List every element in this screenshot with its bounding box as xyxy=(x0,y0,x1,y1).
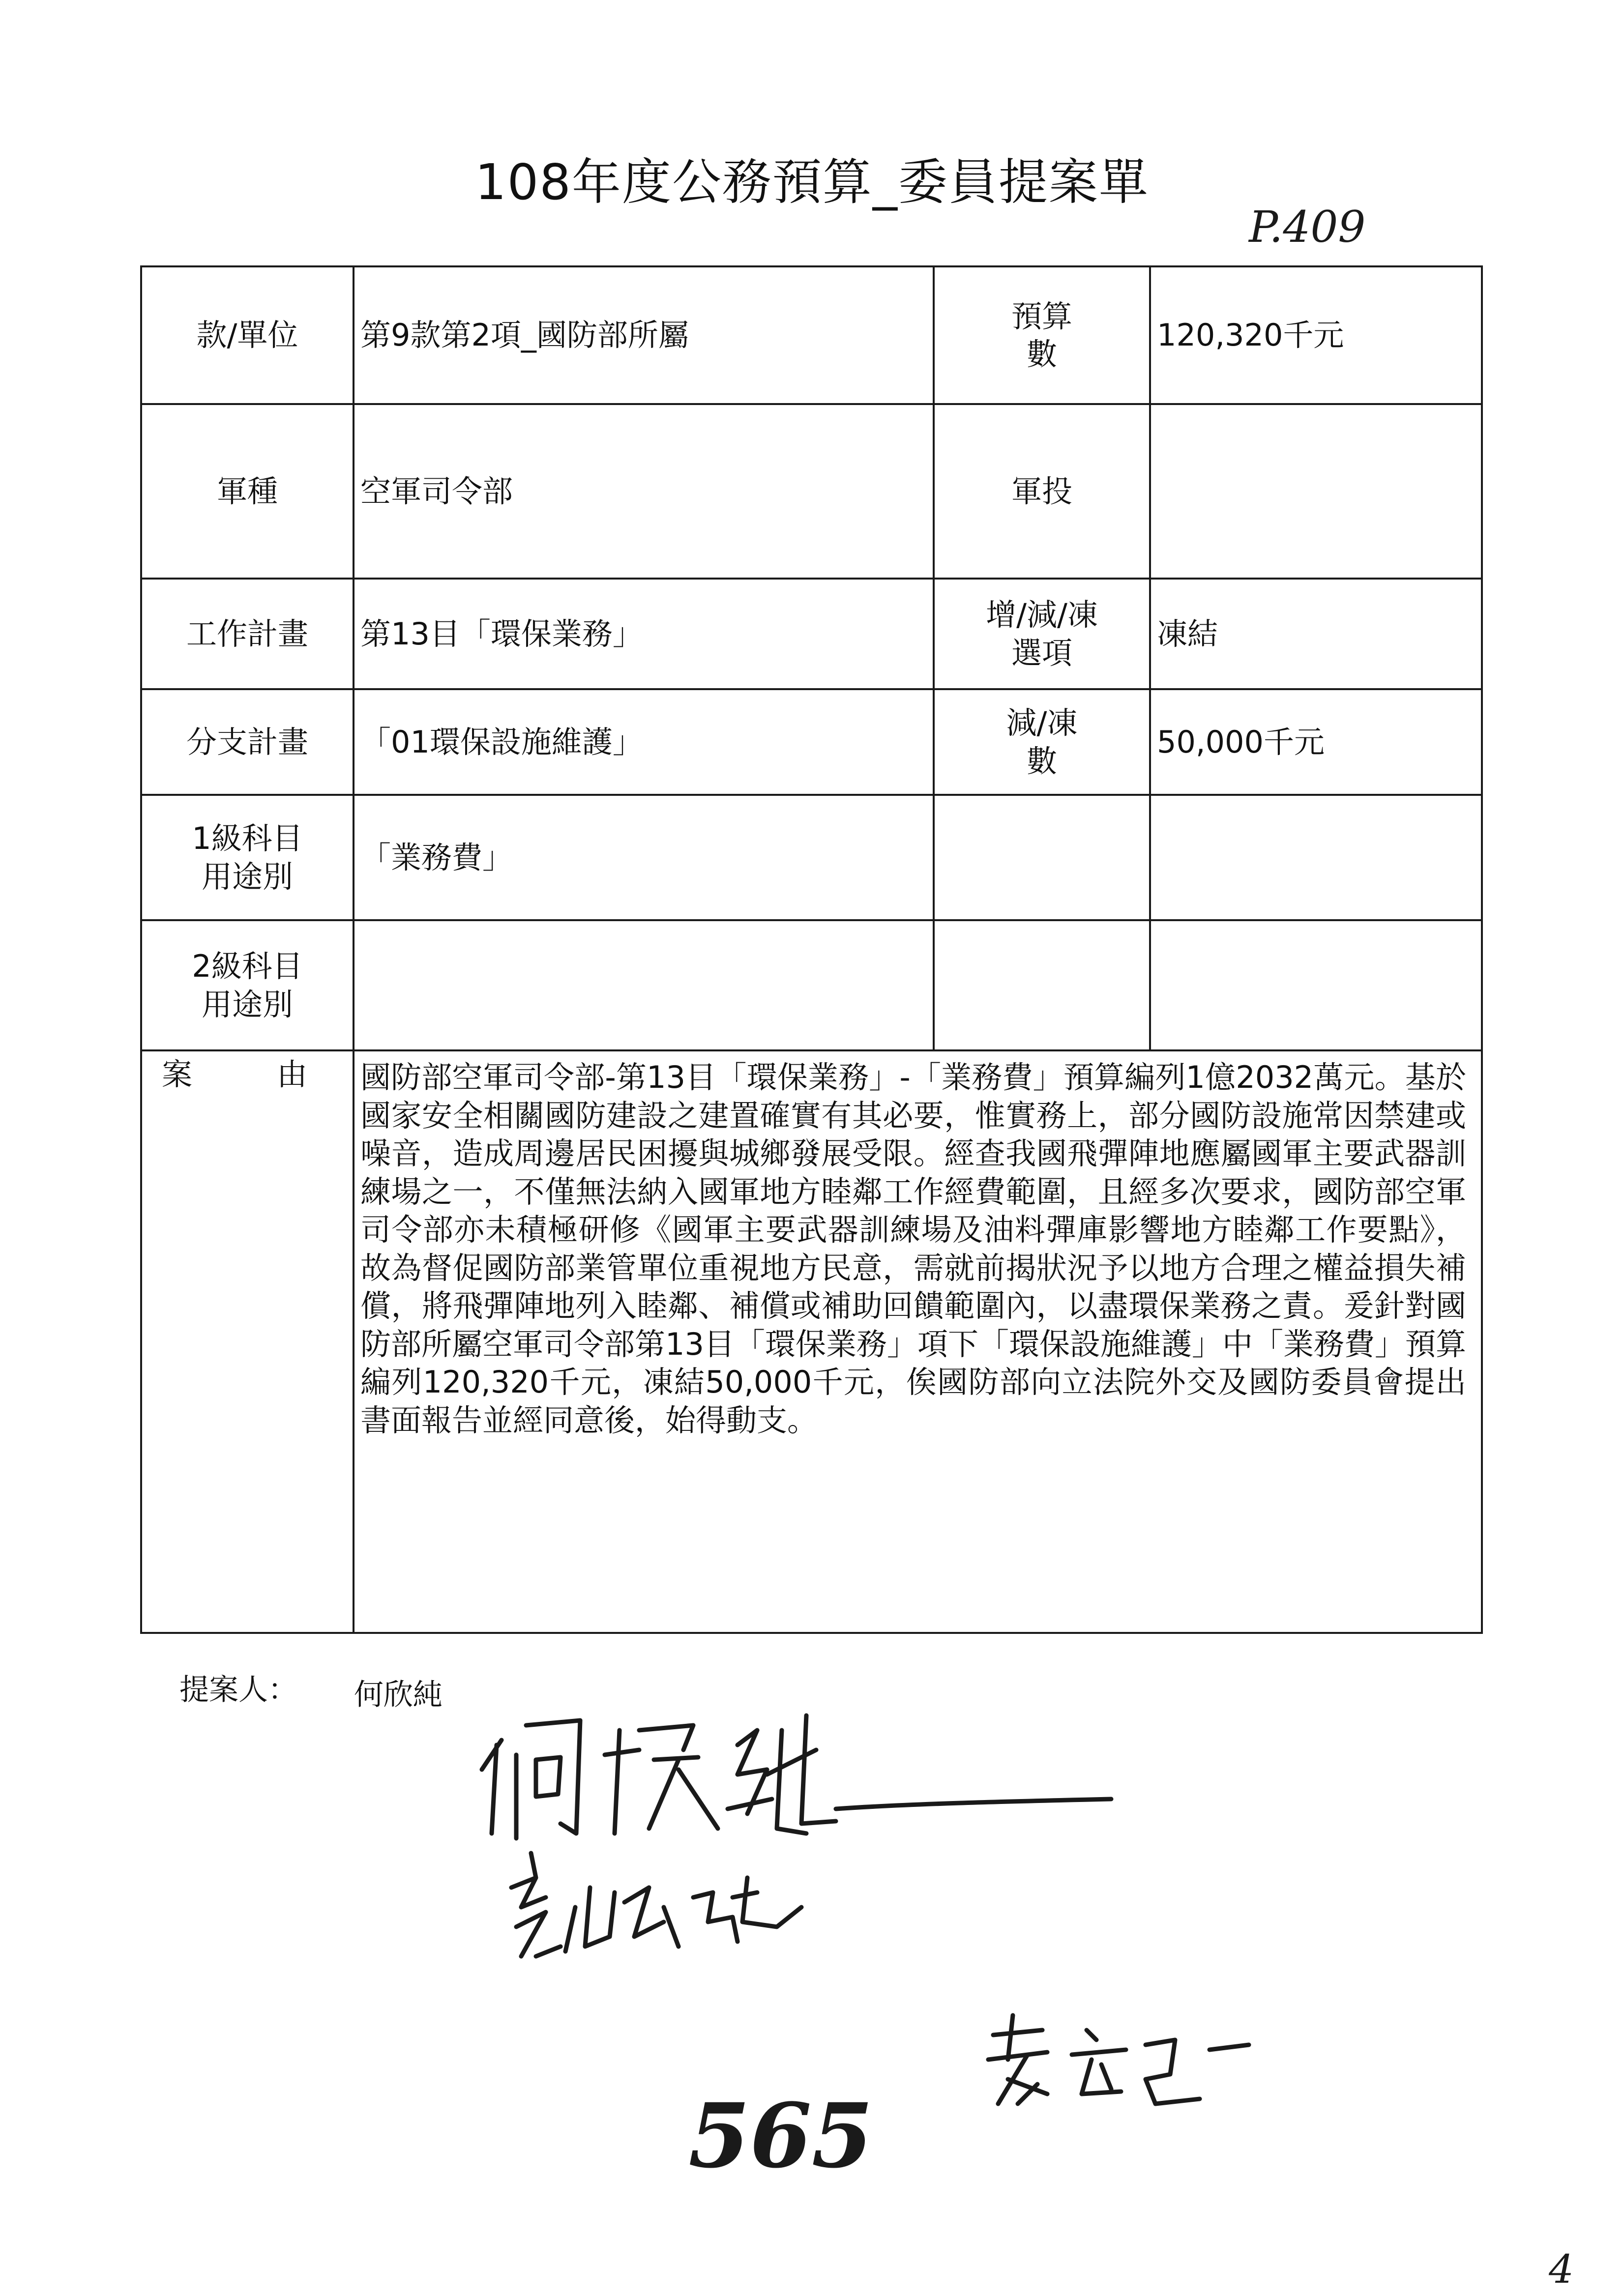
signature-cosigner-1 xyxy=(502,1848,816,1966)
level2-empty-cell-b xyxy=(1150,920,1482,1050)
military-investment-label: 軍投 xyxy=(934,404,1150,579)
proposer-label: 提案人： xyxy=(179,1673,297,1707)
branch-plan-label: 分支計畫 xyxy=(141,689,354,795)
level1-subject-label: 1級科目 用途別 xyxy=(141,795,354,920)
corner-page-number-handwritten: 4 xyxy=(1549,2246,1574,2292)
level1-subject-value: 「業務費」 xyxy=(354,795,934,920)
reason-label: 案 由 xyxy=(141,1050,354,1633)
level1-empty-cell-a xyxy=(934,795,1150,920)
work-plan-value: 第13目「環保業務」 xyxy=(354,579,934,689)
reduce-freeze-amount-label: 減/凍 數 xyxy=(934,689,1150,795)
form-row-work-plan xyxy=(141,579,1482,689)
level2-empty-cell-a xyxy=(934,920,1150,1050)
unit-value: 第9款第2項_國防部所屬 xyxy=(354,266,934,404)
form-row-service xyxy=(141,404,1482,579)
proposal-form-table xyxy=(140,265,1483,1634)
unit-label: 款/單位 xyxy=(141,266,354,404)
proposer-name: 何欣純 xyxy=(354,1678,443,1712)
option-label: 增/減/凍 選項 xyxy=(934,579,1150,689)
form-row-branch-plan xyxy=(141,689,1482,795)
form-row-reason xyxy=(141,1050,1482,1633)
military-investment-value xyxy=(1150,404,1482,579)
form-row-level1-subject xyxy=(141,795,1482,920)
work-plan-label: 工作計畫 xyxy=(141,579,354,689)
level2-subject-label: 2級科目 用途別 xyxy=(141,920,354,1050)
service-branch-value: 空軍司令部 xyxy=(354,404,934,579)
reason-text: 國防部空軍司令部-第13目「環保業務」-「業務費」預算編列1億2032萬元。基於國家安全相關國防建設之建置確實有其必要，惟實務上，部分國防設施常因禁建或噪音，造成周邊居民困擾與城鄉發展受限。經查我國飛彈陣地應屬國軍主要武器訓練場之一，不僅無法納入國軍地方睦鄰工作經費範圍，且經多次要求，國防部空軍司令部亦未積極研修《國軍主要武器訓練場及油料彈庫影響地方睦鄰工作要點》，故為督促國防部業管單位重視地方民意，需就前揭狀況予以地方合理之權益損失補償，將飛彈陣地列入睦鄰、補償或補助回饋範圍內，以盡環保業務之責。爰針對國防部所屬空軍司令部第13目「環保業務」項下「環保設施維護」中「業務費」預算編列120,320千元，凍結50,000千元，俟國防部向立法院外交及國防委員會提出書面報告並經同意後，始得動支。 xyxy=(354,1050,1482,1633)
service-branch-label: 軍種 xyxy=(141,404,354,579)
branch-plan-value: 「01環保設施維護」 xyxy=(354,689,934,795)
budget-amount-label: 預算 數 xyxy=(934,266,1150,404)
form-row-level2-subject xyxy=(141,920,1482,1050)
budget-amount-value: 120,320千元 xyxy=(1150,266,1482,404)
signature-cosigner-2 xyxy=(978,2005,1273,2119)
level2-subject-value xyxy=(354,920,934,1050)
form-row-unit xyxy=(141,266,1482,404)
level1-empty-cell-b xyxy=(1150,795,1482,920)
option-value: 凍結 xyxy=(1150,579,1482,689)
signature-proposer xyxy=(462,1686,1131,1848)
page-reference-handwritten: P.409 xyxy=(1249,202,1366,252)
page-title: 108年度公務預算_委員提案單 xyxy=(475,153,1149,211)
footer-page-number-handwritten: 565 xyxy=(688,2084,873,2188)
reduce-freeze-amount-value: 50,000千元 xyxy=(1150,689,1482,795)
